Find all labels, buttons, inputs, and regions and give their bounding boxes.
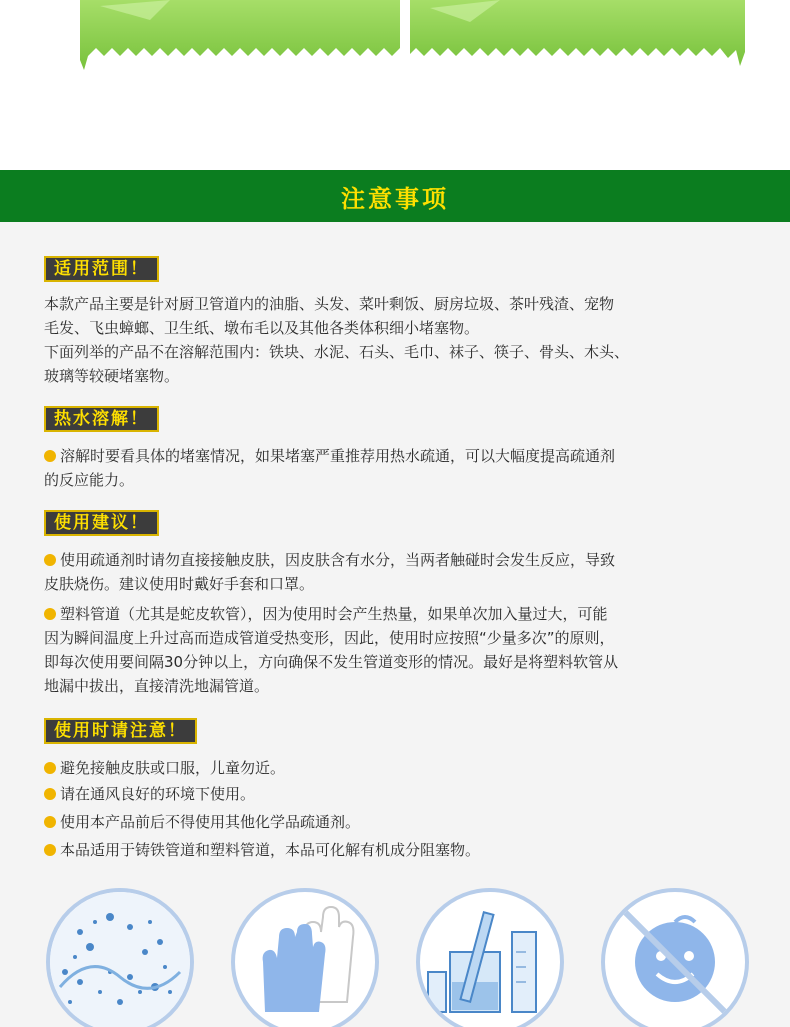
advice-bullet-2: [44, 602, 756, 626]
lab-glassware-icon: [416, 888, 564, 1027]
water-splash-icon: [46, 888, 194, 1027]
notice-banner: [0, 170, 790, 222]
caution-text-1: 避免接触皮肤或口服，儿童勿近。: [60, 759, 286, 777]
caution-text-2: 请在通风良好的环境下使用。: [60, 785, 256, 803]
advice-bullet-1: [44, 548, 756, 572]
product-packet-image: [0, 0, 790, 170]
caution-text-3: 使用本产品前后不得使用其他化学品疏通剂。: [60, 813, 361, 831]
advice-text-line-4: 因为瞬间温度上升过高而造成管道受热变形，因此，使用时应按照“少量多次”的原则，: [44, 629, 615, 647]
advice-text-line-6: 地漏中拔出，直接清洗地漏管道。: [44, 677, 270, 695]
section-label-advice: 使用建议！: [44, 510, 159, 536]
bullet-dot-icon: [44, 844, 56, 856]
bullet-dot-icon: [44, 816, 56, 828]
caution-text-4: 本品适用于铸铁管道和塑料管道，本品可化解有机成分阻塞物。: [60, 841, 481, 859]
bullet-dot-icon: [44, 554, 56, 566]
bullet-dot-icon: [44, 762, 56, 774]
bullet-dot-icon: [44, 450, 56, 462]
hot-water-text-line-1: 溶解时要看具体的堵塞情况，如果堵塞严重推荐用热水疏通，可以大幅度提高疏通剂: [60, 447, 616, 465]
product-image-area: [0, 0, 790, 170]
hot-water-text-line-2: 的反应能力。: [44, 471, 135, 489]
scope-text-line-2: 毛发、飞虫蟑螂、卫生纸、墩布毛以及其他各类体积细小堵塞物。: [44, 319, 480, 337]
caution-bullet-2: [44, 782, 756, 806]
gloves-icon: [231, 888, 379, 1027]
caution-bullet-1: [44, 756, 756, 780]
caution-bullet-4: [44, 838, 756, 862]
advice-text-line-5: 即每次使用要间隔30分钟以上，方向确保不发生管道变形的情况。最好是将塑料软管从: [44, 653, 619, 671]
scope-text-line-3: 下面列举的产品不在溶解范围内：铁块、水泥、石头、毛巾、袜子、筷子、骨头、木头、: [44, 343, 630, 361]
section-label-caution: 使用时请注意！: [44, 718, 197, 744]
advice-text-line-2: 皮肤烧伤。建议使用时戴好手套和口罩。: [44, 575, 315, 593]
caution-bullet-3: [44, 810, 756, 834]
banner-title: 注意事项: [341, 184, 449, 213]
scope-text-line-1: 本款产品主要是针对厨卫管道内的油脂、头发、菜叶剩饭、厨房垃圾、茶叶残渣、宠物: [44, 295, 615, 313]
no-children-icon: [601, 888, 749, 1027]
section-label-hot-water: 热水溶解！: [44, 406, 159, 432]
bullet-dot-icon: [44, 788, 56, 800]
hot-water-bullet: [44, 444, 756, 468]
section-label-scope: 适用范围！: [44, 256, 159, 282]
bullet-dot-icon: [44, 608, 56, 620]
advice-text-line-3: 塑料管道（尤其是蛇皮软管），因为使用时会产生热量，如果单次加入量过大，可能: [60, 605, 608, 623]
scope-text-line-4: 玻璃等较硬堵塞物。: [44, 367, 180, 385]
advice-text-line-1: 使用疏通剂时请勿直接接触皮肤，因皮肤含有水分，当两者触碰时会发生反应，导致: [60, 551, 616, 569]
